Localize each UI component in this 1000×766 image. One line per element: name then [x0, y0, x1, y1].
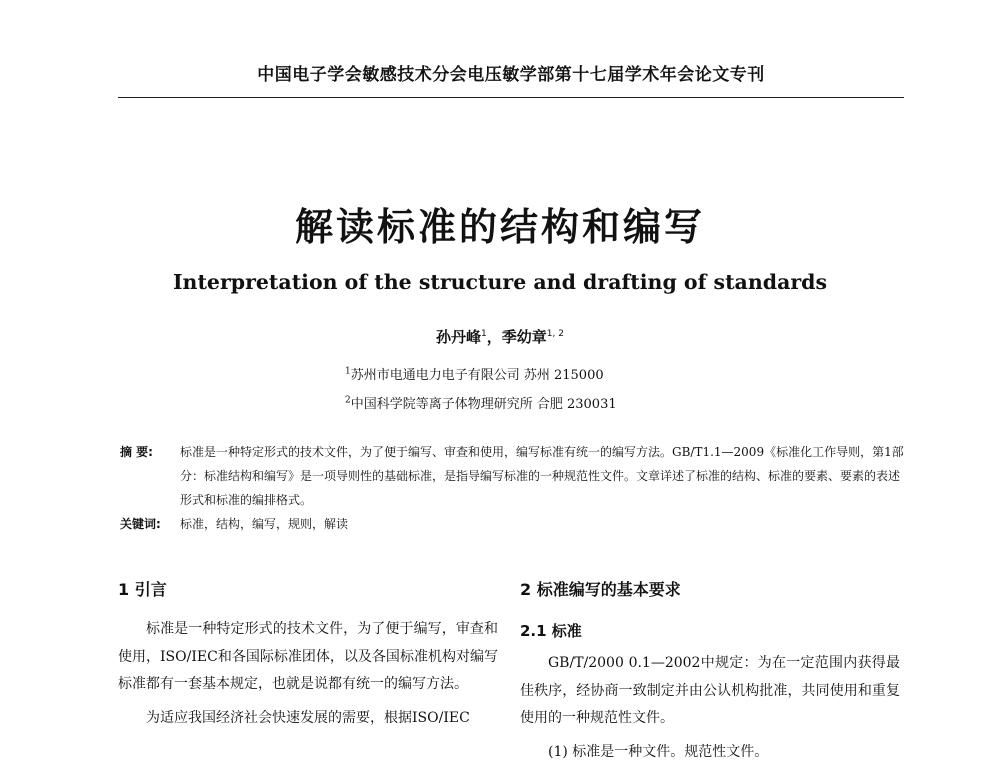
author-separator: ，	[487, 328, 502, 346]
keywords-label: 关键词:	[120, 512, 180, 536]
author-name: 孙丹峰	[436, 328, 481, 346]
affiliation-text: 中国科学院等离子体物理研究所 合肥 230031	[351, 397, 617, 412]
author-name: 季幼章	[502, 328, 547, 346]
right-column	[520, 578, 900, 766]
abstract	[120, 440, 904, 512]
affiliation-text: 苏州市电通电力电子有限公司 苏州 215000	[351, 368, 604, 383]
body-paragraph: 标准是一种特定形式的技术文件，为了便于编写，审查和使用，ISO/IEC和各国际标准团体，以及各国标准机构对编写标准都有一套基本规定，也就是说都有统一的编写方法。	[118, 616, 498, 699]
left-column	[118, 578, 498, 732]
paper-title-english: Interpretation of the structure and drafting of standards	[0, 270, 1000, 294]
paper-title-chinese: 解读标准的结构和编写	[0, 196, 1000, 251]
section-heading-basic-requirements: 2 标准编写的基本要求	[520, 578, 900, 602]
author-line	[0, 326, 1000, 347]
affiliation	[345, 364, 604, 383]
abstract-label: 摘 要:	[120, 440, 180, 512]
journal-header: 中国电子学会敏感技术分会电压敏学部第十七届学术年会论文专刊	[118, 60, 904, 98]
section-heading-introduction: 1 引言	[118, 578, 498, 602]
body-paragraph: 为适应我国经济社会快速发展的需要，根据ISO/IEC	[118, 705, 498, 733]
affiliation-mark: 2	[345, 396, 351, 406]
abstract-block	[120, 440, 904, 536]
affiliation	[345, 393, 617, 412]
affiliation-mark: 1	[345, 367, 351, 377]
subsection-heading-standard: 2.1 标准	[520, 620, 900, 642]
keywords-text: 标准，结构，编写，规则，解读	[180, 512, 904, 536]
body-paragraph: (1) 标准是一种文件。规范性文件。	[520, 739, 900, 766]
author-affiliation-mark: 1, 2	[547, 329, 564, 339]
keywords	[120, 512, 904, 536]
author-affiliation-mark: 1	[481, 329, 487, 339]
abstract-text: 标准是一种特定形式的技术文件，为了便于编写、审查和使用，编写标准有统一的编写方法。GB/T1.1—2009《标准化工作导则，第1部分：标准结构和编写》是一项导则性的基础标准，是指导编写标准的一种规范性文件。文章详述了标准的结构、标准的要素、要素的表述形式和标准的编排格式。	[180, 440, 904, 512]
body-paragraph: GB/T/2000 0.1—2002中规定：为在一定范围内获得最佳秩序，经协商一致制定并由公认机构批准，共同使用和重复使用的一种规范性文件。	[520, 650, 900, 733]
